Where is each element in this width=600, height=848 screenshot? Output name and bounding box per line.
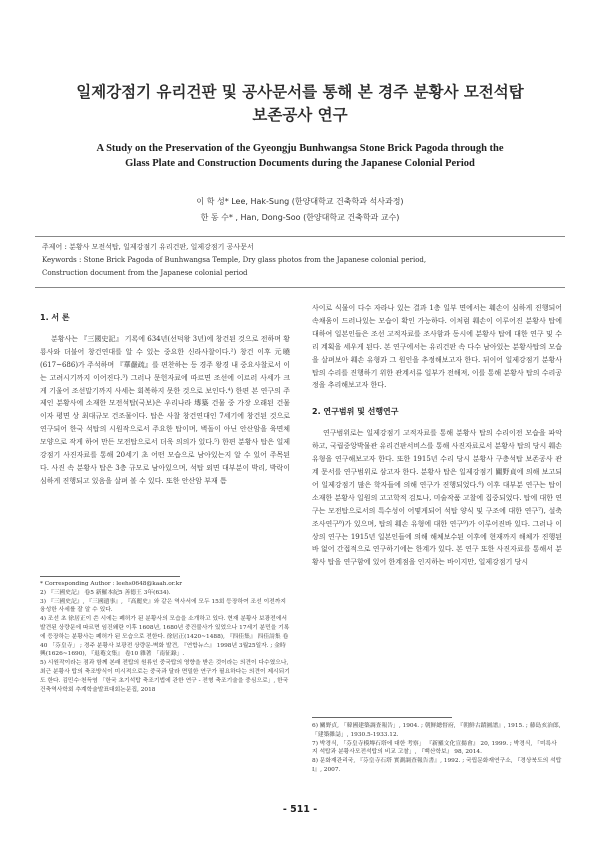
author-line-1: 이 학 성* Lee, Hak-Sung (한양대학교 건축학과 석사과정) xyxy=(196,197,404,206)
footnote-8: 8) 문화재관리국, 『芬皇寺石塔 實測調査報告書』, 1992. ; 국립문화재연구소, 『경상북도의 석탑 Ⅰ』, 2007. xyxy=(312,758,562,773)
title-korean-line2: 보존공사 연구 xyxy=(252,105,348,124)
footnote-rule-left xyxy=(40,576,180,577)
title-english-line1: A Study on the Preservation of the Gyeongju Bunhwangsa Stone Brick Pagoda through the xyxy=(96,143,504,154)
left-column xyxy=(40,312,290,488)
footnotes-left xyxy=(40,580,290,694)
footnote-corresponding-author: * Corresponding Author : leehs0648@kaah.or.kr xyxy=(40,581,183,587)
footnote-2: 2) 『三國史記』 卷5 新羅本紀5 善德王 3年(634). xyxy=(40,589,171,596)
section-2-heading: 2. 연구범위 및 선행연구 xyxy=(312,407,399,417)
keywords-bottom-rule xyxy=(35,287,565,288)
scope-paragraph: 연구범위로는 일제강점기 고적자료를 통해 분황사 탑의 수리이전 모습을 파악하고, 국립중앙박물관 유리건판서비스를 통해 사진자료로서 분황사 탑의 당시 훼손유형을 연구해보고자 한다. 또한 1915년 수리 당시 분황사 구층석탑 보존공사 관계 문서를 연구범위로 삼고자 한다. 분황사 탑은 일제강점기 關野貞에 의해 보고되어 일제강점기 많은 학자들에 의해 연구가 진행되었다.⁶) 이후 대부분 연구는 탑이 소재한 분황사 일원의 고고학적 검토나, 미술작품 고찰에 집중되었다. 탑에 대한 연구는 모전탑으로서의 특수성이 어떻게되어 석탑 양식 및 구조에 대한 연구⁷), 설축조사연구⁸)가 있으며, 탑의 훼손 유형에 대한 연구⁹)가 이루어진바 있다. 그러나 이상의 연구는 1915년 일본인들에 의해 해체보수된 이후에 현재까지 해체가 진행된 바 없어 간접적으로 연구하기에는 한계가 있다. 본 연구 또한 사진자료를 통해서 분황사 탑을 연구함에 있어 한계점을 인지하는 바이지만, 일제강점기 당시 xyxy=(312,429,562,567)
title-english-line2: Glass Plate and Construction Documents during the Japanese Colonial Period xyxy=(125,158,475,169)
keywords-english-line1: Keywords : Stone Brick Pagoda of Bunhwangsa Temple, Dry glass photos from the Japanese colonial period, xyxy=(42,256,427,264)
keywords-english-line2: Construction document from the Japanese colonial period xyxy=(42,269,248,277)
footnote-4: 4) 조선 초 徐居正이 쓴 시에는 폐허가 된 분황사의 모습을 소개하고 있다. 현재 분황사 보광전에서 발견된 상량문에 따르면 임진왜란 이후 1608년, 1680년 중건불사가 있었으나 17세기 분민을 기록에 등장하는 분황사는 폐허가 된 모습으로 전한다. 徐居正(1420~1488), 『四佳集』 四佳詩集 卷40 「芬皇寺」 ; 경주 분황사 보광전 상량문-벽화 발견, 『연합뉴스』 1998년 3월25일자. ; 金時興(1626~1690), 『退菴文集』 卷10 雜著 「南征錄」. xyxy=(40,616,290,658)
keywords-block xyxy=(42,241,562,280)
title-korean-line1: 일제강점기 유리건판 및 공사문서를 통해 본 경주 분황사 모전석탑 xyxy=(76,82,524,101)
footnote-3: 3) 『三國史記』, 『三國遺事』, 『高麗史』와 같은 역사서에 모두 15회 등장하여 조선 이전까지 융성한 사세를 잘 알 수 있다. xyxy=(40,598,286,614)
page-number: - 511 - xyxy=(282,804,318,815)
right-column xyxy=(312,302,562,569)
intro-paragraph: 분황사는 『三國史記』 기록에 634년(선덕왕 3년)에 창건된 것으로 전하며 황룡사와 더불어 창건연대를 알 수 있는 중요한 신라사찰이다.²) 창건 이후 元曉(617~686)가 주석하며 『華嚴疏』를 편찬하는 등 경주 왕경 내 중요사찰로서 이는 고려시기까지 이어진다.³) 그러나 문헌자료에 따르면 조선에 이르러 사세가 크게 기울어 조선말기까지 사세는 회복하지 못한 것으로 보인다.⁴) 한편 본 연구의 주제인 분황사에 소재한 모전석탑(국보)은 우리나라 塼築 건물 중 가장 오래된 건물이자 평면 상 최대규모 건조물이다. 탑은 사찰 창건연대인 7세기에 창건된 것으로 연구되어 한국 석탑의 시원작으로서 주요한 탑이며, 벽돌이 아닌 안산암을 육면체 모양으로 작게 하여 만든 모전탑으로서 더욱 의의가 있다.⁵) 한편 분황사 탑은 일제강점기 사진자료를 통해 20세기 초 어떤 모습으로 남아있는지 알 수 있어 주목된다. 사진 속 분황사 탑은 3층 규모로 남아있으며, 석탑 외면 대부분이 박리, 박락이 심하게 진행되고 있음을 살펴 볼 수 있다. 또한 안산암 부재 틈 xyxy=(40,334,290,485)
footnote-7: 7) 박경식, 「芬皇寺模塼石塔에 대한 考察」 『新羅文化宣揚會』 20, 1999. ; 박경식, 「미륵사지 석탑과 분황사모전석탑의 비교 고찰」, 『백산학보』 98, 2014. xyxy=(312,740,557,756)
section-1-heading: 1. 서 론 xyxy=(40,313,70,322)
author-line-2: 한 동 수* , Han, Dong-Soo (한양대학교 건축학과 교수) xyxy=(200,213,400,222)
footnote-5: 5) 시원작이라는 점과 함께 본래 전탑의 원류인 중국탑의 영향을 받은 것이라는 의견이 다수였으나, 최근 분황사 탑의 축조방식이 미시적으로는 중국과 달라 면밀한 연구가 필요하다는 의견이 제시되기도 한다. 김민수·천득염 「한국 초기석탑 축조기법에 관한 연구 - 전형 축조기술을 중심으로」, 한국건축역사학회 추계학술발표대회논문집, 2018 xyxy=(40,660,290,693)
keywords-korean: 주제어 : 분황사 모전석탑, 일제강점기 유리건판, 일제강점기 공사문서 xyxy=(42,243,254,251)
footnotes-right xyxy=(312,722,562,775)
keywords-top-rule xyxy=(35,236,565,237)
footnote-6: 6) 關野貞, 「韓國建築調査報告」, 1904. ; 朝鮮總督府, 『朝鮮古蹟圖譜』, 1915. ; 藤島亥治郎, 「建築雜誌」, 1930.5-1933.12. xyxy=(312,723,561,738)
intro-paragraph-continued: 사이로 식물이 다수 자라나 있는 결과 1층 일부 면에서는 훼손이 심하게 진행되어 속채움이 드러나있는 모습이 확인 가능하다. 이처럼 훼손이 이루어진 분황사 탑에 대하여 일본인들은 조선 고적자료를 조사함과 동시에 분황사 탑에 대한 연구 및 수리 계획을 세우게 된다. 본 연구에서는 유리건판 속 다수 남아있는 분황사탑의 모습을 살펴보아 훼손 유형과 그 원인을 추정해보고자 한다. 뒤이어 일제강점기 분황사 탑의 수리를 진행하기 위한 관계서류 일부가 전해져, 이를 통해 분황사 탑의 수리공정을 추리해보고자 한다. xyxy=(312,304,562,390)
footnote-rule-right xyxy=(312,717,452,718)
